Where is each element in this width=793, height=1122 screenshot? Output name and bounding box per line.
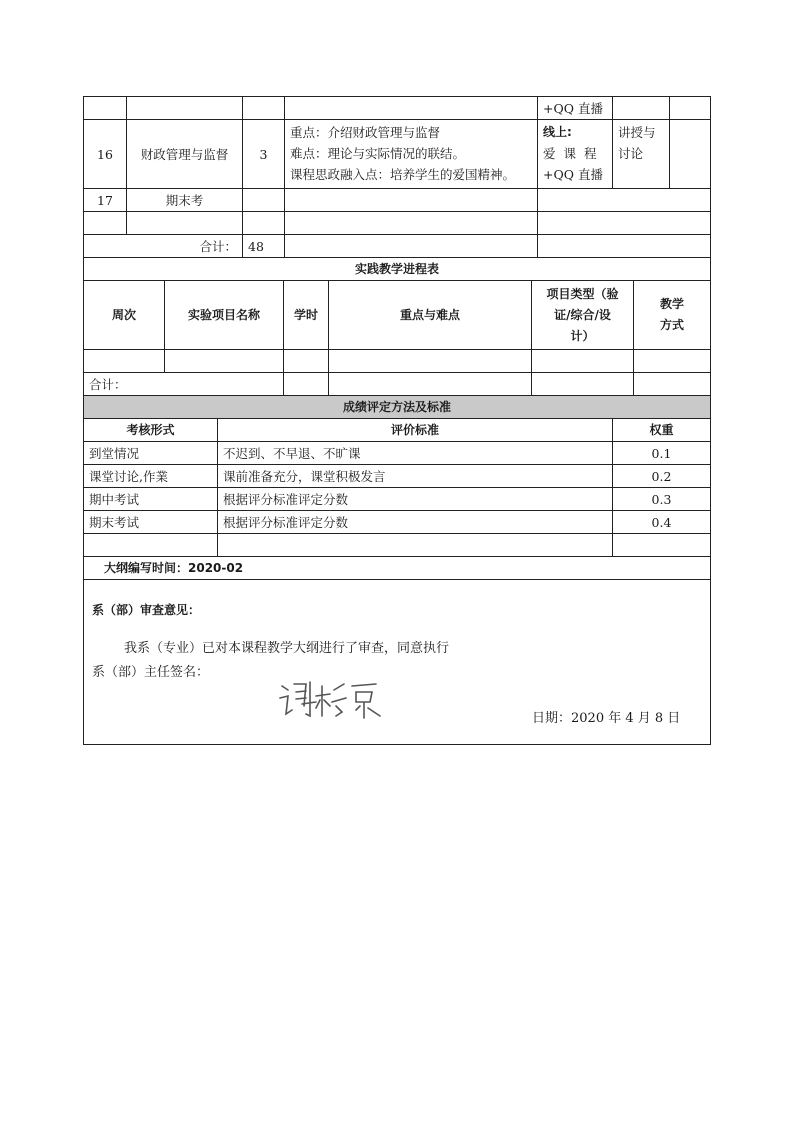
weight-cell: 0.1 xyxy=(613,442,711,465)
table-row xyxy=(84,488,711,511)
review-row xyxy=(84,580,711,745)
table-row xyxy=(84,212,711,235)
week-cell: 16 xyxy=(84,120,127,189)
compile-time: 大纲编写时间：2020-02 xyxy=(84,557,711,580)
assessment-table xyxy=(83,395,711,745)
header-line: 计） xyxy=(570,328,595,343)
cell xyxy=(538,235,711,258)
cell xyxy=(243,189,285,212)
standard-cell: 不迟到、不早退、不旷课 xyxy=(218,442,613,465)
teach-line: 讲授与 xyxy=(618,125,656,140)
cell xyxy=(670,97,711,120)
cell xyxy=(532,373,634,396)
hours-cell: 3 xyxy=(243,120,285,189)
cell xyxy=(613,97,670,120)
weight-cell: 0.4 xyxy=(613,511,711,534)
cell xyxy=(329,350,532,373)
standard-cell: 根据评分标准评定分数 xyxy=(218,488,613,511)
syllabus-sheet xyxy=(83,96,710,745)
practice-total-label: 合计： xyxy=(84,373,284,396)
points-cell xyxy=(285,120,538,189)
cell xyxy=(285,212,538,235)
table-row xyxy=(84,557,711,580)
cell xyxy=(165,350,284,373)
header-row xyxy=(84,281,711,350)
review-cell xyxy=(84,580,711,745)
cell xyxy=(84,350,165,373)
method-cell: +QQ 直播 xyxy=(538,97,613,120)
form-cell: 期中考试 xyxy=(84,488,218,511)
review-text: 我系（专业）已对本课程教学大纲进行了审查，同意执行 xyxy=(124,641,450,656)
teach-cell xyxy=(613,120,670,189)
form-cell: 期末考试 xyxy=(84,511,218,534)
table-row xyxy=(84,511,711,534)
cell xyxy=(329,373,532,396)
cell xyxy=(285,189,538,212)
total-label: 合计： xyxy=(84,235,243,258)
cell xyxy=(670,120,711,189)
cell xyxy=(284,350,329,373)
handwritten-signature xyxy=(276,676,386,722)
table-row xyxy=(84,189,711,212)
standard-cell: 课前准备充分，课堂积极发言 xyxy=(218,465,613,488)
header-form: 考核形式 xyxy=(84,419,218,442)
table-row xyxy=(84,120,711,189)
difficult-point: 难点：理论与实际情况的联结。 xyxy=(290,146,466,161)
cell xyxy=(285,235,538,258)
schedule-table xyxy=(83,96,711,258)
assessment-title: 成绩评定方法及标准 xyxy=(84,396,711,419)
header-line: 项目类型（验 xyxy=(546,286,619,301)
table-row xyxy=(84,258,711,281)
topic-cell: 期末考 xyxy=(127,189,243,212)
key-point: 重点：介绍财政管理与监督 xyxy=(290,125,441,140)
header-mode xyxy=(634,281,711,350)
header-week: 周次 xyxy=(84,281,165,350)
table-row xyxy=(84,465,711,488)
header-points: 重点与难点 xyxy=(329,281,532,350)
header-standard: 评价标准 xyxy=(218,419,613,442)
cell xyxy=(243,212,285,235)
total-row xyxy=(84,235,711,258)
cell xyxy=(532,350,634,373)
header-weight: 权重 xyxy=(613,419,711,442)
standard-cell: 根据评分标准评定分数 xyxy=(218,511,613,534)
table-row xyxy=(84,396,711,419)
header-name: 实验项目名称 xyxy=(165,281,284,350)
cell xyxy=(84,97,127,120)
practice-title: 实践教学进程表 xyxy=(84,258,711,281)
cell xyxy=(284,373,329,396)
table-row xyxy=(84,350,711,373)
method-line: +QQ 直播 xyxy=(543,167,603,182)
cell xyxy=(84,534,218,557)
header-type xyxy=(532,281,634,350)
header-line: 证/综合/设 xyxy=(554,307,611,322)
cell xyxy=(127,97,243,120)
cell xyxy=(218,534,613,557)
form-cell: 到堂情况 xyxy=(84,442,218,465)
sign-label: 系（部）主任签名： xyxy=(92,665,210,680)
method-cell xyxy=(538,120,613,189)
table-row xyxy=(84,534,711,557)
teach-line: 讨论 xyxy=(618,146,644,161)
cell xyxy=(127,212,243,235)
cell xyxy=(243,97,285,120)
cell xyxy=(538,212,711,235)
weight-cell: 0.3 xyxy=(613,488,711,511)
review-box xyxy=(84,580,710,744)
method-label: 线上: xyxy=(543,125,572,139)
topic-cell: 财政管理与监督 xyxy=(127,120,243,189)
header-hours: 学时 xyxy=(284,281,329,350)
total-row xyxy=(84,373,711,396)
review-date: 日期：2020 年 4 月 8 日 xyxy=(532,711,681,726)
review-label: 系（部）审查意见： xyxy=(92,603,201,617)
total-value: 48 xyxy=(243,235,285,258)
header-line: 方式 xyxy=(660,318,685,332)
table-row xyxy=(84,97,711,120)
practice-table xyxy=(83,257,711,396)
weight-cell: 0.2 xyxy=(613,465,711,488)
week-cell: 17 xyxy=(84,189,127,212)
form-cell: 课堂讨论,作業 xyxy=(84,465,218,488)
cell xyxy=(84,212,127,235)
cell xyxy=(285,97,538,120)
header-line: 教学 xyxy=(660,297,685,311)
table-row xyxy=(84,442,711,465)
cell xyxy=(538,189,711,212)
method-line: 爱课程 xyxy=(543,146,605,161)
cell xyxy=(613,534,711,557)
ideology-point: 课程思政融入点：培养学生的爱国精神。 xyxy=(290,167,516,182)
cell xyxy=(634,373,711,396)
cell xyxy=(634,350,711,373)
header-row xyxy=(84,419,711,442)
